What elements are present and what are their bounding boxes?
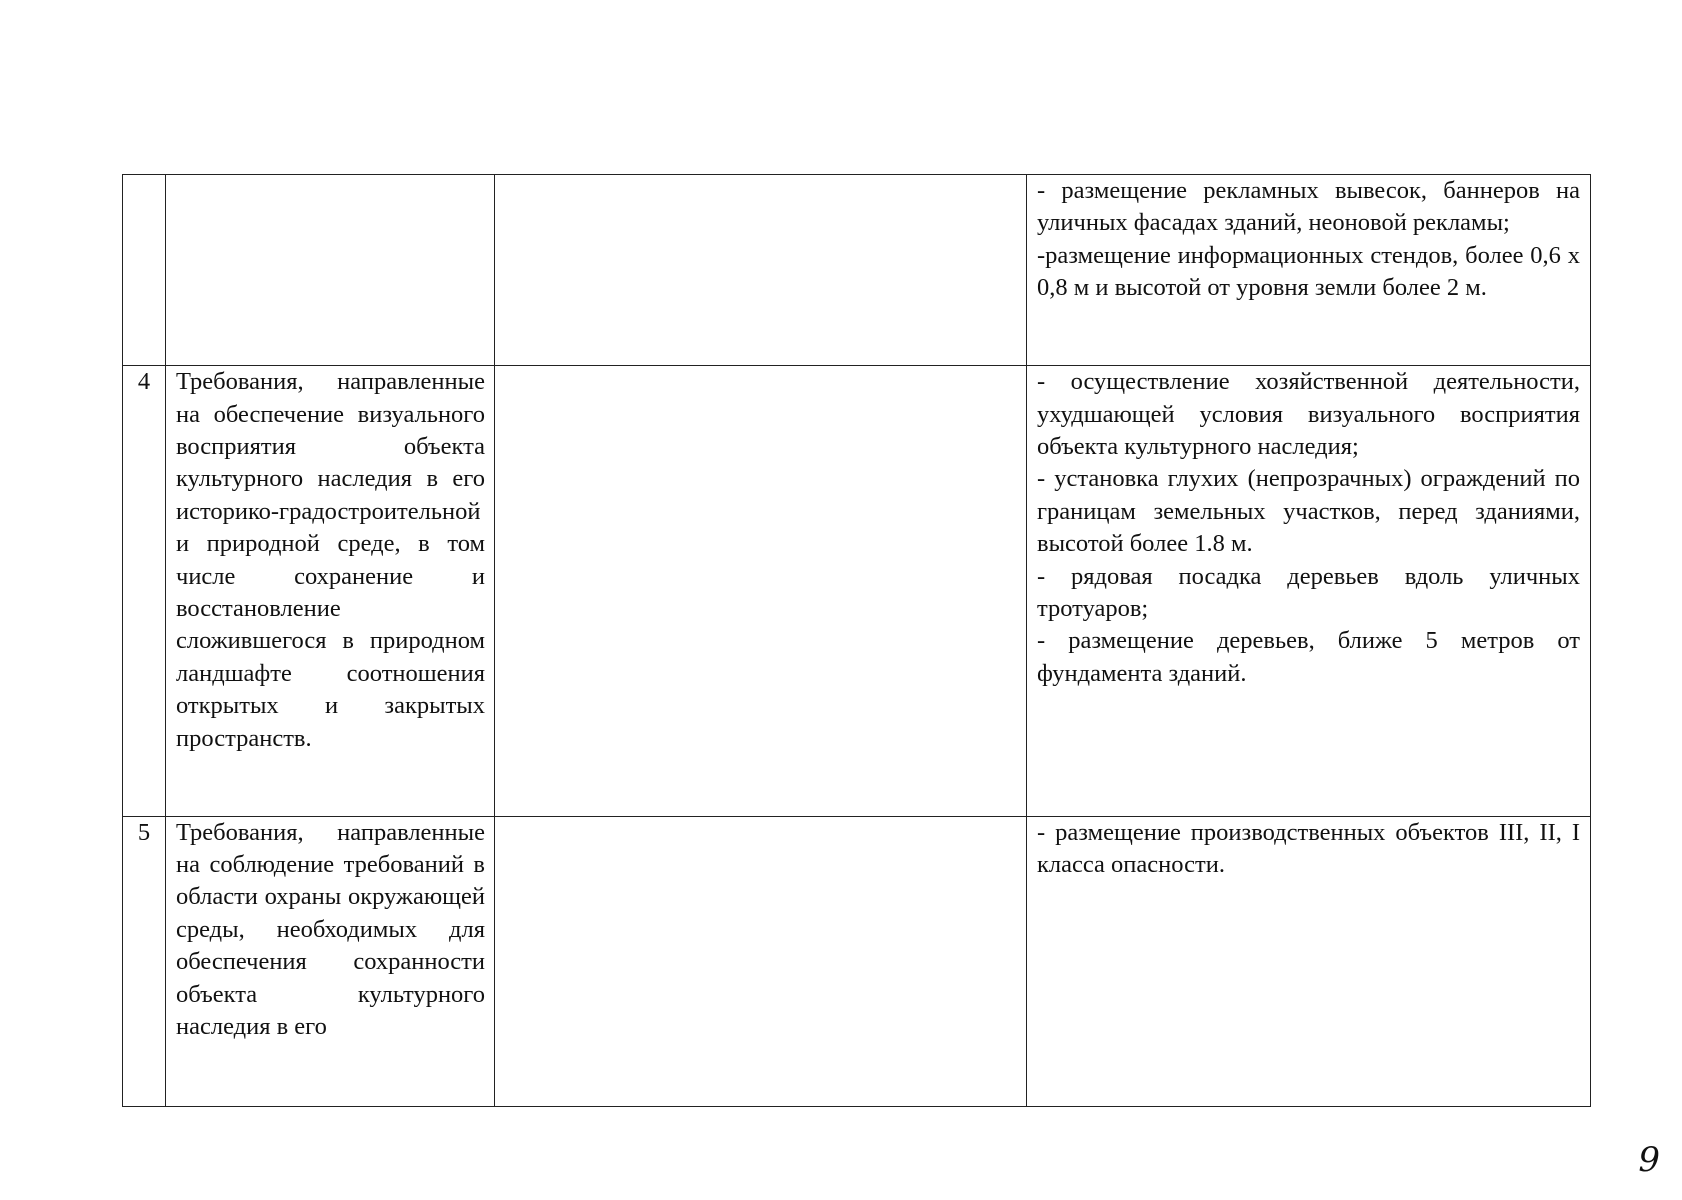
row-number-cell [123,816,166,1106]
restriction-item: - размещение рекламных вывесок, баннеров на уличных фасадах зданий, неоновой рекламы; [1037,177,1580,237]
requirement-text: Требования, направленные на обеспечение визуального восприятия объекта культурного наследия в его историко-градостроительной и природной среде, в том числе сохранение и восстановление сложившегося в природном ландшафте соотношения открытых и закрытых пространств. [176,368,485,752]
page-number: 9 [1638,1140,1660,1180]
restriction-item: - установка глухих (непрозрачных) ограждений по границам земельных участков, перед зданиями, высотой более 1.8 м. [1037,465,1580,558]
row-number: 4 [137,368,151,396]
row-number: 5 [137,818,151,846]
restrictions-cell [1027,175,1591,366]
table-row [123,816,1591,1106]
middle-cell [495,816,1027,1106]
restriction-item: - рядовая посадка деревьев вдоль уличных тротуаров; [1037,562,1580,623]
restriction-item: - осуществление хозяйственной деятельности, ухудшающей условия визуального восприятия объекта культурного наследия; [1037,368,1580,461]
requirement-text: Требования, направленные на соблюдение требований в области охраны окружающей среды, необходимых для обеспечения сохранности объекта культурного наследия в его [176,818,485,1041]
row-number-cell [123,366,166,816]
restrictions-cell [1027,366,1591,816]
middle-cell [495,175,1027,366]
requirement-cell [166,366,495,816]
requirements-table [122,174,1591,1107]
restriction-item: - размещение производственных объектов III, II, I класса опасности. [1037,818,1580,879]
requirement-cell [166,175,495,366]
restriction-item: - размещение деревьев, ближе 5 метров от фундамента зданий. [1037,627,1580,687]
restriction-item: -размещение информационных стендов, более 0,6 х 0,8 м и высотой от уровня земли более 2 м. [1037,241,1580,302]
row-number-cell [123,175,166,366]
requirement-cell [166,816,495,1106]
restrictions-cell [1027,816,1591,1106]
table-row [123,175,1591,366]
table-row [123,366,1591,816]
middle-cell [495,366,1027,816]
